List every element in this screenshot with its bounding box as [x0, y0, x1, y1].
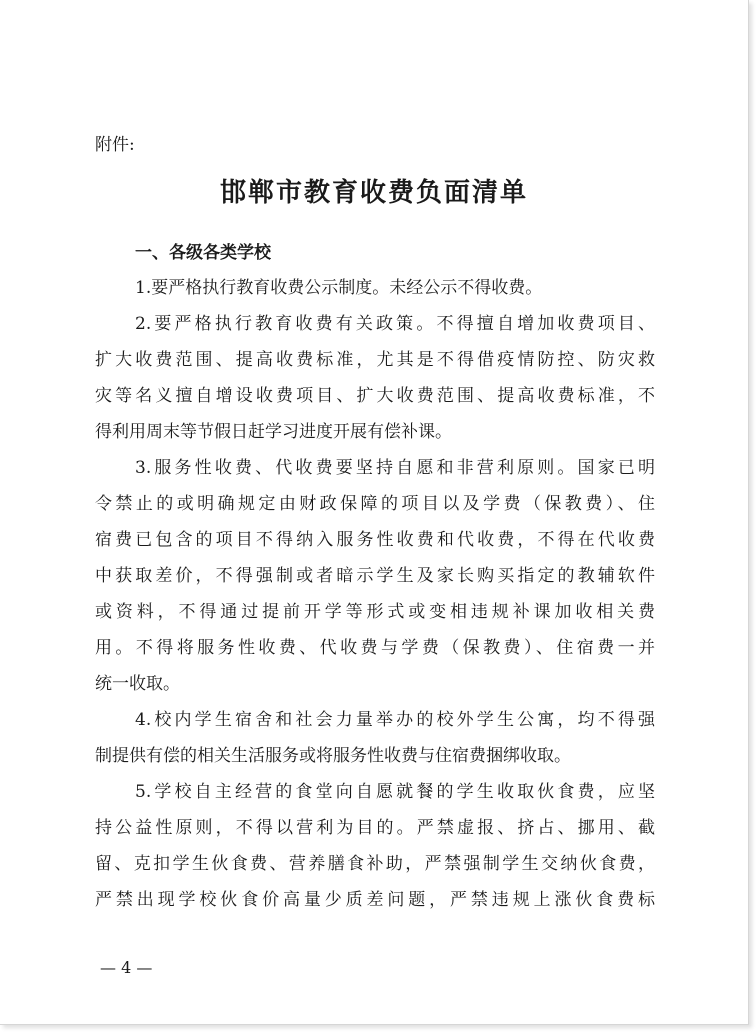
paragraph-line: 中获取差价，不得强制或者暗示学生及家长购买指定的教辅软件 [95, 566, 655, 586]
paragraph-line: 严禁出现学校伙食价高量少质差问题，严禁违规上涨伙食费标 [95, 890, 655, 910]
page-number: — 4 — [100, 958, 153, 977]
paragraph-line: 或资料，不得通过提前开学等形式或变相违规补课加收相关费 [95, 602, 655, 622]
paragraph-line: 用。不得将服务性收费、代收费与学费（保教费）、住宿费一并 [95, 638, 655, 658]
paragraph-line: 统一收取。 [95, 674, 180, 694]
paragraph-line: 留、克扣学生伙食费、营养膳食补助，严禁强制学生交纳伙食费， [95, 854, 655, 874]
paragraph-line: 灾等名义擅自增设收费项目、扩大收费范围、提高收费标准，不 [95, 386, 655, 406]
paragraph-line: 1.要严格执行教育收费公示制度。未经公示不得收费。 [135, 278, 543, 298]
paragraph-line: 令禁止的或明确规定由财政保障的项目以及学费（保教费）、住 [95, 494, 655, 514]
document-title: 邯郸市教育收费负面清单 [219, 178, 528, 208]
paragraph-line: 4.校内学生宿舍和社会力量举办的校外学生公寓，均不得强 [135, 710, 655, 730]
paragraph-line: 3.服务性收费、代收费要坚持自愿和非营利原则。国家已明 [135, 458, 655, 478]
section-heading: 一、各级各类学校 [135, 243, 271, 263]
paragraph-line: 2.要严格执行教育收费有关政策。不得擅自增加收费项目、 [135, 314, 655, 334]
paragraph-line: 扩大收费范围、提高收费标准，尤其是不得借疫情防控、防灾救 [95, 350, 655, 370]
paragraph-line: 持公益性原则，不得以营利为目的。严禁虚报、挤占、挪用、截 [95, 818, 655, 838]
attachment-label: 附件: [95, 135, 135, 155]
document-body [95, 270, 655, 918]
paragraph-line: 制提供有偿的相关生活服务或将服务性收费与住宿费捆绑收取。 [95, 746, 571, 766]
paragraph-line: 宿费已包含的项目不得纳入服务性收费和代收费，不得在代收费 [95, 530, 655, 550]
paragraph-line: 5.学校自主经营的食堂向自愿就餐的学生收取伙食费，应坚 [135, 782, 655, 802]
paragraph-line: 得利用周末等节假日赶学习进度开展有偿补课。 [95, 422, 452, 442]
